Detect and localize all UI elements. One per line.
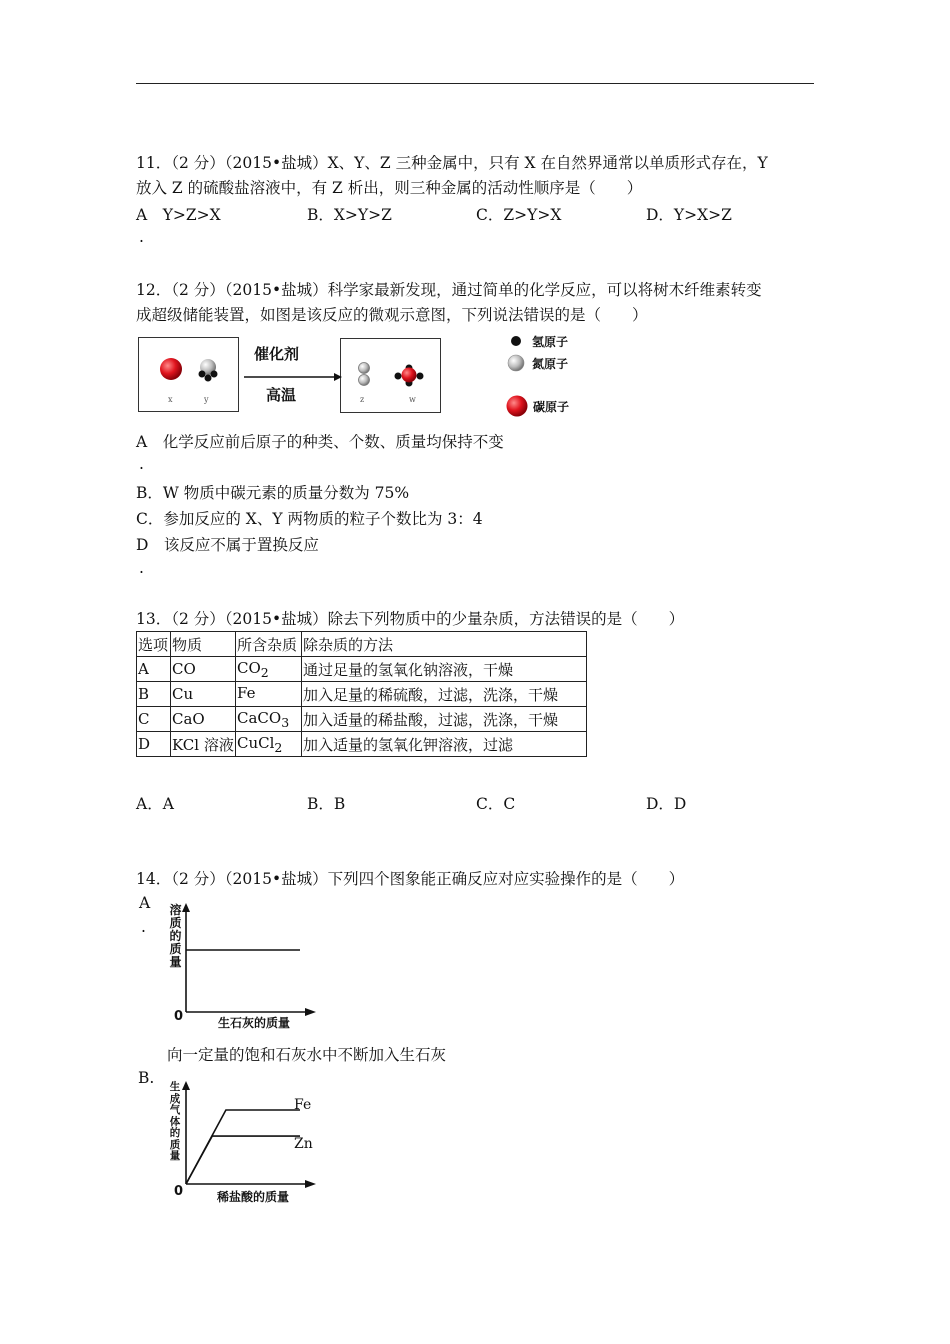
q13-table — [136, 631, 587, 757]
q12-dot-a: . — [139, 455, 144, 473]
chart-a-ylabel: 溶质的质量 — [169, 903, 182, 969]
q12-dot-d: . — [139, 559, 144, 577]
q14-option-a-dot: . — [141, 918, 146, 936]
q13-option-c[interactable]: C．C — [476, 795, 516, 813]
chart-b-ylabel: 生成气体的质量 — [169, 1081, 181, 1162]
q13-option-a[interactable]: A．A — [136, 795, 174, 813]
header-rule — [136, 83, 814, 84]
molecule-art — [136, 334, 596, 424]
impurity-subscript: 2 — [274, 739, 283, 755]
z-molecule — [359, 363, 370, 386]
impurity-formula: CuCl — [237, 733, 275, 752]
cell-option: C — [137, 707, 171, 732]
cell-method: 通过足量的氢氧化钠溶液，干燥 — [302, 657, 587, 682]
cell-method: 加入足量的稀硫酸，过滤，洗涤，干燥 — [302, 682, 587, 707]
cell-substance: CO — [171, 657, 236, 682]
cell-impurity — [236, 732, 302, 757]
legend-carbon-atom — [507, 396, 528, 417]
q13-option-b[interactable]: B．B — [307, 795, 346, 813]
cell-substance: KCl 溶液 — [171, 732, 236, 757]
legend-nitrogen-label: 氮原子 — [532, 357, 569, 371]
table-row — [137, 657, 587, 682]
table-header-row — [137, 632, 587, 657]
label-x: x — [168, 395, 173, 404]
y-molecule — [199, 359, 218, 382]
chart-b-series-zn — [186, 1136, 300, 1184]
chart-a-origin: 0 — [174, 1009, 184, 1024]
cell-option: B — [137, 682, 171, 707]
q14-option-a-text[interactable]: 向一定量的饱和石灰水中不断加入生石灰 — [167, 1046, 447, 1064]
cell-option: A — [137, 657, 171, 682]
w-molecule — [395, 365, 424, 387]
table-row — [137, 732, 587, 757]
q13-stem: 13．（2 分）（2015•盐城）除去下列物质中的少量杂质，方法错误的是（ ） — [136, 610, 685, 628]
q14-option-b-label[interactable]: B. — [138, 1069, 155, 1087]
q12-option-a[interactable]: A 化学反应前后原子的种类、个数、质量均保持不变 — [136, 433, 504, 451]
label-z: z — [360, 395, 365, 404]
q11-option-a[interactable]: A Y>Z>X — [136, 206, 221, 224]
q11-option-d[interactable]: D．Y>X>Z — [646, 206, 732, 224]
q11-stem-line1: 11．（2 分）（2015•盐城）X、Y、Z 三种金属中，只有 X 在自然界通常以单质形式存在，Y — [136, 154, 768, 172]
q11-dot: . — [139, 228, 144, 246]
cell-impurity — [236, 707, 302, 732]
label-y: y — [204, 395, 209, 404]
q11-option-b[interactable]: B．X>Y>Z — [307, 206, 392, 224]
q14-stem: 14．（2 分）（2015•盐城）下列四个图象能正确反应对应实验操作的是（ ） — [136, 870, 685, 888]
chart-a-x-arrow — [305, 1008, 316, 1016]
header-option: 选项 — [137, 632, 171, 657]
legend-nitrogen-atom — [508, 355, 524, 371]
impurity-formula: CO — [237, 658, 261, 677]
table-row — [137, 682, 587, 707]
cell-method: 加入适量的氢氧化钾溶液，过滤 — [302, 732, 587, 757]
cell-impurity — [236, 657, 302, 682]
chart-a-y-arrow — [182, 903, 190, 912]
impurity-formula: CaCO — [237, 708, 282, 727]
chart-b-legend-fe: Fe — [294, 1097, 312, 1113]
q12-stem-line2: 成超级储能装置，如图是该反应的微观示意图，下列说法错误的是（ ） — [136, 306, 648, 324]
q11-stem-line2: 放入 Z 的硫酸盐溶液中，有 Z 析出，则三种金属的活动性顺序是（ ） — [136, 179, 643, 197]
q12-option-d[interactable]: D 该反应不属于置换反应 — [136, 536, 319, 554]
header-method: 除杂质的方法 — [302, 632, 587, 657]
legend-hydrogen-label: 氢原子 — [532, 335, 569, 349]
chart-b-legend-zn: Zn — [294, 1136, 313, 1152]
chart-b-x-arrow — [305, 1180, 316, 1188]
impurity-formula: Fe — [237, 683, 256, 702]
chart-a-xlabel: 生石灰的质量 — [218, 1016, 291, 1030]
x-carbon-atom — [160, 358, 182, 380]
condition-label: 高温 — [266, 386, 297, 404]
label-w: w — [409, 395, 416, 404]
q12-stem-line1: 12．（2 分）（2015•盐城）科学家最新发现，通过简单的化学反应，可以将树木纤维素转变 — [136, 281, 762, 299]
impurity-subscript: 3 — [281, 714, 290, 730]
q12-option-b[interactable]: B．W 物质中碳元素的质量分数为 75% — [136, 484, 410, 502]
header-substance: 物质 — [171, 632, 236, 657]
q13-option-d[interactable]: D．D — [646, 795, 687, 813]
legend-hydrogen-atom — [511, 336, 521, 346]
catalyst-label: 催化剂 — [254, 345, 300, 363]
cell-substance: CaO — [171, 707, 236, 732]
q12-option-c[interactable]: C．参加反应的 X、Y 两物质的粒子个数比为 3：4 — [136, 510, 483, 528]
table-row — [137, 707, 587, 732]
q11-option-c[interactable]: C．Z>Y>X — [476, 206, 562, 224]
header-impurity: 所含杂质 — [236, 632, 302, 657]
chart-b-xlabel: 稀盐酸的质量 — [217, 1190, 290, 1204]
cell-option: D — [137, 732, 171, 757]
reaction-arrow-head — [334, 373, 342, 381]
chart-b-series-fe — [186, 1110, 300, 1184]
chart-b-y-arrow — [182, 1081, 190, 1090]
chart-b-origin: 0 — [174, 1184, 184, 1199]
cell-substance: Cu — [171, 682, 236, 707]
cell-impurity — [236, 682, 302, 707]
q14-option-a-label[interactable]: A — [139, 894, 151, 912]
legend-carbon-label: 碳原子 — [533, 400, 570, 414]
cell-method: 加入适量的稀盐酸，过滤，洗涤，干燥 — [302, 707, 587, 732]
impurity-subscript: 2 — [260, 664, 269, 680]
